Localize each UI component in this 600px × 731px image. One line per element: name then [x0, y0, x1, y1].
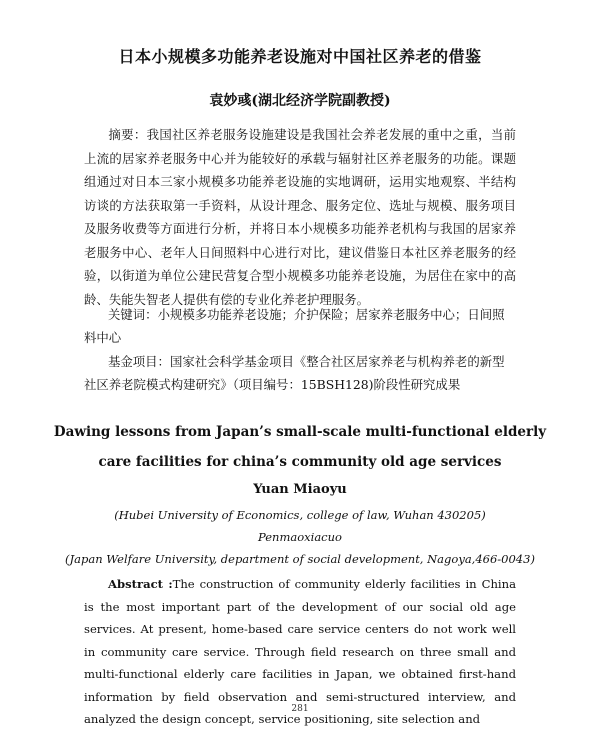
- chinese-keywords: [84, 303, 516, 349]
- english-abstract-label: Abstract :: [108, 577, 173, 591]
- chinese-keywords-text: 小规模多功能养老设施；介护保险；居家养老服务中心；日间照料中心: [84, 307, 505, 345]
- english-author-2: Penmaoxiacuo: [258, 530, 342, 544]
- chinese-abstract-text: 我国社区养老服务设施建设是我国社会养老发展的重中之重，当前上流的居家养老服务中心并为能较好的承载与辐射社区养老服务的功能。课题组通过对日本三家小规模多功能养老设施的实地调研，运用实地观察、半结构访谈的方法获取第一手资料，从设计理念、服务定位、选址与规模、服务项目及服务收费等方面进行分析，并将日本小规模多功能养老机构与我国的居家养老服务中心、老年人日间照料中心进行对比，建议借鉴日本社区养老服务的经验，以街道为单位公建民营复合型小规模多功能养老设施，为居住在家中的高龄、失能失智老人提供有偿的专业化养老护理服务。: [84, 127, 516, 307]
- chinese-abstract: [84, 123, 516, 311]
- english-author: Yuan Miaoyu: [253, 482, 347, 497]
- english-affiliation-2: (Japan Welfare University, department of social development, Nagoya,466-0043): [65, 552, 535, 566]
- chinese-author-line: 袁妙彧(湖北经济学院副教授): [209, 93, 391, 109]
- english-title-line-1: Dawing lessons from Japan’s small-scale multi-functional elderly: [53, 424, 547, 440]
- english-title-line-2: care facilities for china’s community old age services: [98, 454, 502, 470]
- chinese-abstract-label: 摘要：: [108, 127, 147, 142]
- chinese-title: 日本小规模多功能养老设施对中国社区养老的借鉴: [118, 47, 482, 66]
- english-title: [0, 417, 600, 477]
- page-number: 281: [291, 704, 309, 714]
- chinese-fund-text: 国家社会科学基金项目《整合社区居家养老与机构养老的新型社区养老院模式构建研究》（项目编号：15BSH128)阶段性研究成果: [84, 354, 505, 392]
- chinese-fund-label: 基金项目：: [108, 354, 170, 369]
- chinese-keywords-label: 关键词：: [108, 307, 158, 322]
- chinese-fund: [84, 350, 516, 396]
- english-affiliation-1: (Hubei University of Economics, college of law, Wuhan 430205): [114, 508, 486, 522]
- english-abstract-text: The construction of community elderly facilities in China is the most important part of the development of our social old age services. At present, home-based care service centers do not work well in community care service. Through field research on three small and multi-functional elderly care facilities in Japan, we obtained first-hand information by field observation and semi-structured interview, and analyzed the design concept, service positioning, site selection and: [84, 577, 516, 726]
